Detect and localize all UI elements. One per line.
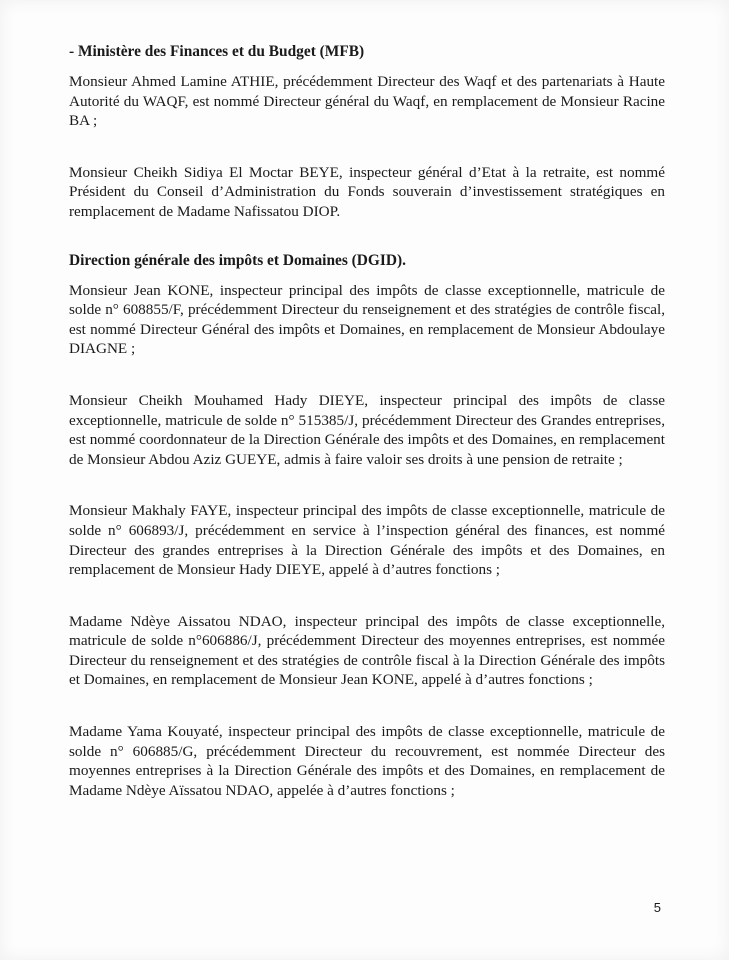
paragraph-athie: Monsieur Ahmed Lamine ATHIE, précédemment Directeur des Waqf et des partenariats à Haute Autorité du WAQF, est nommé Directeur général du Waqf, en remplacement de Monsieur Racine BA ; [69, 73, 665, 130]
paragraph-kone: Monsieur Jean KONE, inspecteur principal des impôts de classe exceptionnelle, matricule de solde n° 608855/F, précédemment Directeur du renseignement et des stratégies de contrôle fiscal, est nommé Directeur Général des impôts et Domaines, en remplacement de Monsieur Abdoulaye DIAGNE ; [69, 281, 665, 358]
section-heading-dgid: Direction générale des impôts et Domaines (DGID). [69, 251, 406, 269]
paragraph-beye: Monsieur Cheikh Sidiya El Moctar BEYE, inspecteur général d’Etat à la retraite, est nommé Président du Conseil d’Administration du Fonds souverain d’investissement stratégiques en remplacement de Madame Nafissatou DIOP. [69, 163, 665, 220]
paragraph-dieye: Monsieur Cheikh Mouhamed Hady DIEYE, inspecteur principal des impôts de classe exceptionnelle, matricule de solde n° 515385/J, précédemment Directeur des Grandes entreprises, est nommé coordonnateur de la Direction Générale des impôts et des Domaines, en remplacement de Monsieur Abdou Aziz GUEYE, admis à faire valoir ses droits à une pension de retraite ; [69, 391, 665, 468]
paragraph-kouyate: Madame Yama Kouyaté, inspecteur principal des impôts de classe exceptionnelle, matricule de solde n° 606885/G, précédemment Directeur du recouvrement, est nommée Directeur des moyennes entreprises à la Direction Générale des impôts et des Domaines, en remplacement de Madame Ndèye Aïssatou NDAO, appelée à d’autres fonctions ; [69, 723, 665, 799]
section-heading-mfb: - Ministère des Finances et du Budget (MFB) [69, 43, 365, 60]
paragraph-ndao: Madame Ndèye Aissatou NDAO, inspecteur principal des impôts de classe exceptionnelle, matricule de solde n°606886/J, précédemment Directeur des moyennes entreprises, est nommée Directeur du renseignement et des stratégies de contrôle fiscal à la Direction Générale des impôts et Domaines, en remplacement de Monsieur Jean KONE, appelé à d’autres fonctions ; [69, 612, 665, 689]
paragraph-faye: Monsieur Makhaly FAYE, inspecteur principal des impôts de classe exceptionnelle, matricule de solde n° 606893/J, précédemment en service à l’inspection général des finances, est nommé Directeur des grandes entreprises à la Direction Générale des impôts et des Domaines, en remplacement de Monsieur Hady DIEYE, appelé à d’autres fonctions ; [69, 502, 665, 579]
page-number: 5 [653, 900, 661, 915]
